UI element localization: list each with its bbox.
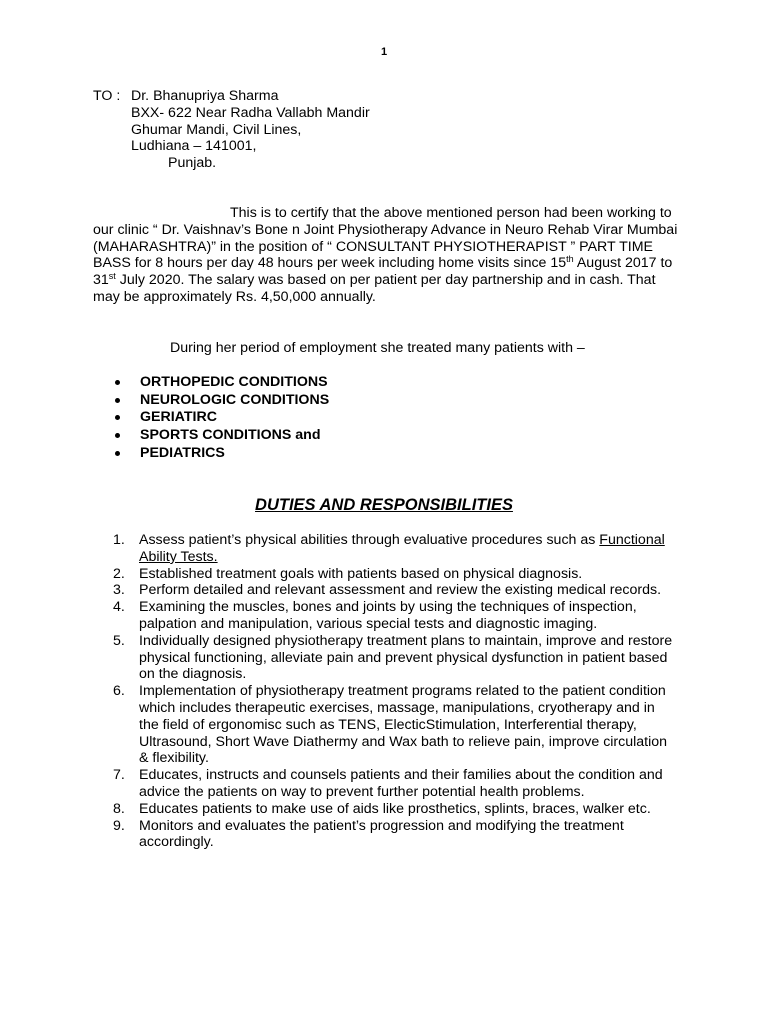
item-number: 1. xyxy=(113,532,125,548)
recipient-name: Dr. Bhanupriya Sharma xyxy=(131,88,279,104)
ordinal-suffix: st xyxy=(108,271,116,282)
bullet-icon xyxy=(115,451,120,456)
duties-heading: DUTIES AND RESPONSIBILITIES xyxy=(255,496,513,514)
list-item: 4. Examining the muscles, bones and joints by using the techniques of inspection, palpation and manipulation, various special tests and diagnostic imaging. xyxy=(113,599,637,632)
bullet-icon xyxy=(115,433,120,438)
certification-text-3: July 2020. The salary was based on per patient per day partnership and in cash. That may be approximately Rs. 4,50,000 annually. xyxy=(93,272,656,305)
certification-text-1: This is to certify that the above mentioned person had been working to our clinic “ Dr. Vaishnav’s Bone n Joint Physiotherapy Advance in Neuro Rehab Virar Mumbai (MAHARASHTRA)” in the position of “ CONSULTANT PHYSIOTHERAPIST ” PART TIME BASS for 8 hours per day 48 hours per week including home visits since 15 xyxy=(93,205,678,272)
list-item: 2. Established treatment goals with patients based on physical diagnosis. xyxy=(113,565,583,582)
item-number: 7. xyxy=(113,767,125,784)
bullet-icon xyxy=(115,415,120,420)
item-number: 6. xyxy=(113,683,125,700)
list-item: ORTHOPEDIC CONDITIONS xyxy=(113,374,329,392)
ordinal-suffix: th xyxy=(566,254,574,265)
functional-ability-tests-text: Functional Ability Tests. xyxy=(139,532,665,565)
item-number: 8. xyxy=(113,800,125,817)
address-line-2: Ghumar Mandi, Civil Lines, xyxy=(131,121,302,138)
conditions-list xyxy=(113,374,329,462)
address-line-4: Punjab. xyxy=(168,155,217,172)
item-number: 2. xyxy=(113,565,125,582)
item-number: 9. xyxy=(113,817,125,834)
bullet-icon xyxy=(115,398,120,403)
list-item: 8. Educates patients to make use of aids like prosthetics, splints, braces, walker etc. xyxy=(113,800,651,817)
list-item: GERIATIRC xyxy=(113,409,329,427)
employment-intro: During her period of employment she treated many patients with – xyxy=(170,340,585,356)
certification-text-2: August 2017 to 31 xyxy=(93,255,673,289)
list-item: 6. Implementation of physiotherapy treatment programs related to the patient condition which includes therapeutic exercises, massage, manipulations, cryotherapy and in the field of ergonomisc such as TENS, ElecticStimulation, Interferential therapy, Ultrasound, Short Wave Diathermy and Wax bath to relieve pain, improve circulation & flexibility. xyxy=(113,683,668,767)
list-item: SPORTS CONDITIONS and xyxy=(113,427,329,445)
list-item: 5. Individually designed physiotherapy treatment plans to maintain, improve and restore physical functioning, alleviate pain and prevent physical dysfunction in patient based on the diagnosis. xyxy=(113,632,673,683)
list-item: PEDIATRICS xyxy=(113,445,329,463)
page-number: 1 xyxy=(380,46,388,58)
list-item: NEUROLOGIC CONDITIONS xyxy=(113,392,329,410)
list-item: 3. Perform detailed and relevant assessment and review the existing medical records. xyxy=(113,582,662,599)
list-item: 1. Assess patient’s physical abilities through evaluative procedures such as Functional Ability Tests. xyxy=(113,532,665,565)
to-label: TO : xyxy=(93,88,121,104)
list-item: 7. Educates, instructs and counsels patients and their families about the condition and advice the patients on way to prevent further potential health problems. xyxy=(113,767,663,800)
certification-paragraph xyxy=(93,205,681,306)
item-number: 3. xyxy=(113,582,125,599)
bullet-icon xyxy=(115,380,120,385)
duties-list xyxy=(113,532,678,851)
item-number: 5. xyxy=(113,632,125,649)
address-line-3: Ludhiana – 141001, xyxy=(131,138,257,155)
address-line-1: BXX- 622 Near Radha Vallabh Mandir xyxy=(131,104,370,121)
item-number: 4. xyxy=(113,599,125,616)
list-item: 9. Monitors and evaluates the patient’s progression and modifying the treatment accordingly. xyxy=(113,817,624,851)
